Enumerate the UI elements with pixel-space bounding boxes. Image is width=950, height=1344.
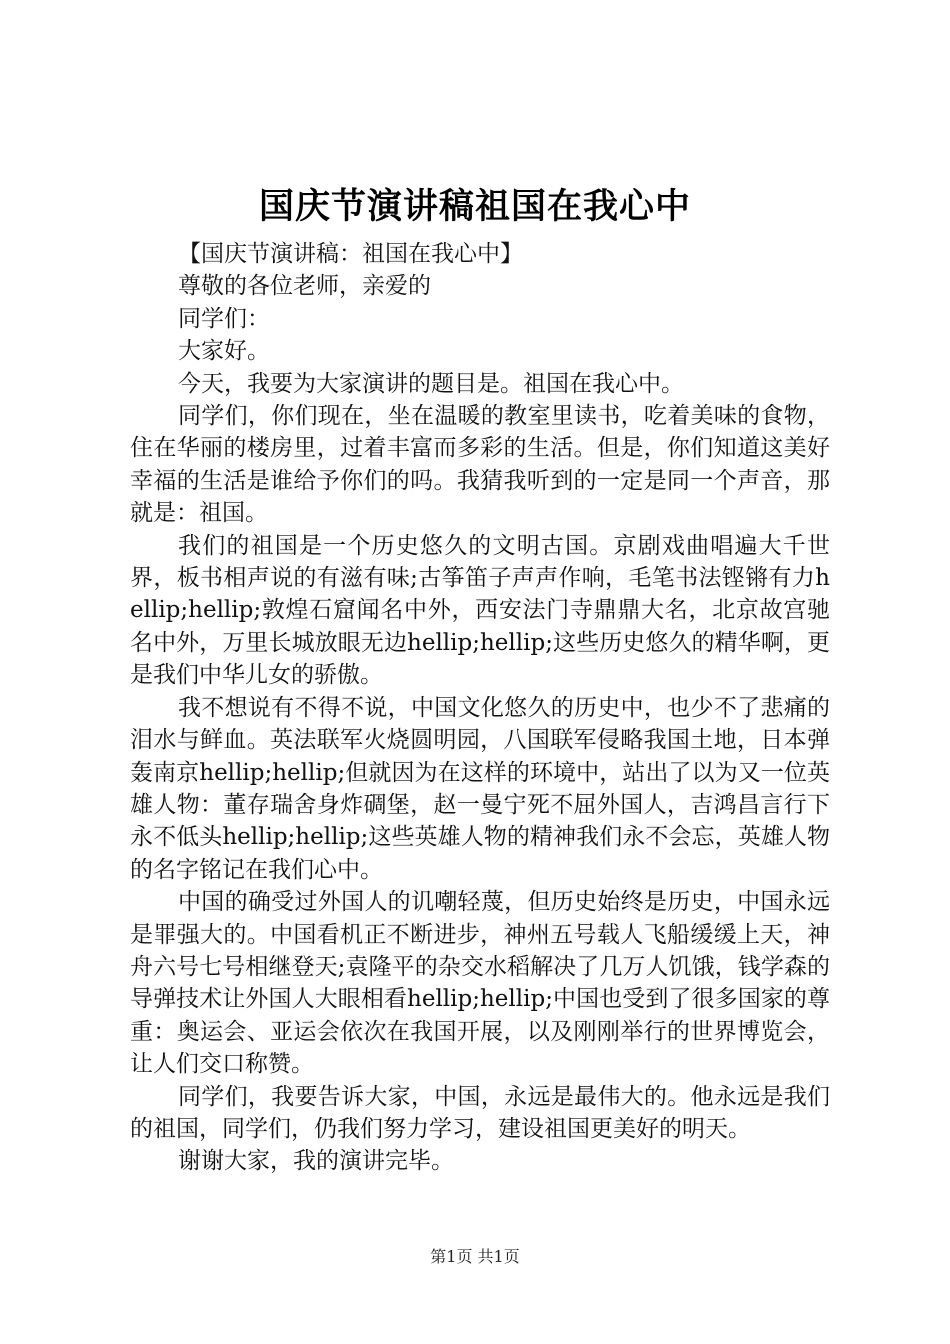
paragraph-6: 同学们，你们现在，坐在温暖的教室里读书，吃着美味的食物，住在华丽的楼房里，过着丰富而多彩的生活。但是，你们知道这美好幸福的生活是谁给予你们的吗。我猜我听到的一定是同一个声音，那就是：祖国。: [130, 403, 830, 527]
paragraph-10: 同学们，我要告诉大家，中国，永远是最伟大的。他永远是我们的祖国，同学们，仍我们努力学习，建设祖国更美好的明天。: [130, 1083, 830, 1142]
document-title: 国庆节演讲稿祖国在我心中: [258, 186, 691, 227]
paragraph-7: 我们的祖国是一个历史悠久的文明古国。京剧戏曲唱遍大千世界，板书相声说的有滋有味;古筝笛子声声作响，毛笔书法铿锵有力hellip;hellip;敦煌石窟闻名中外，西安法门寺鼎鼎大名，北京故宫驰名中外，万里长城放眼无边hellip;hellip;这些历史悠久的精华啊，更是我们中华儿女的骄傲。: [130, 532, 830, 689]
document-body: [130, 238, 830, 1178]
paragraph-1: 【国庆节演讲稿：祖国在我心中】: [178, 241, 523, 267]
paragraph-3: 同学们：: [178, 305, 270, 332]
paragraph-8: 我不想说有不得不说，中国文化悠久的历史中，也少不了悲痛的泪水与鲜血。英法联军火烧圆明园，八国联军侵略我国土地，日本弹轰南京hellip;hellip;但就因为在这样的环境中，站出了以为又一位英雄人物：董存瑞舍身炸碉堡，赵一曼宁死不屈外国人，吉鸿昌言行下永不低头hellip;hellip;这些英雄人物的精神我们永不会忘，英雄人物的名字铭记在我们心中。: [130, 694, 830, 883]
paragraph-2: 尊敬的各位老师，亲爱的: [178, 273, 431, 300]
paragraph-11: 谢谢大家，我的演讲完毕。: [178, 1148, 454, 1175]
paragraph-5: 今天，我要为大家演讲的题目是。祖国在我心中。: [178, 370, 684, 397]
page-footer: 第1页 共1页: [430, 1247, 520, 1266]
paragraph-4: 大家好。: [178, 338, 270, 365]
paragraph-9: 中国的确受过外国人的讥嘲轻蔑，但历史始终是历史，中国永远是罪强大的。中国看机正不断进步，神州五号载人飞船缓缓上天，神舟六号七号相继登天;袁隆平的杂交水稻解决了几万人饥饿，钱学森的导弹技术让外国人大眼相看hellip;hellip;中国也受到了很多国家的尊重：奥运会、亚运会依次在我国开展，以及刚刚举行的世界博览会，让人们交口称赞。: [130, 889, 830, 1078]
